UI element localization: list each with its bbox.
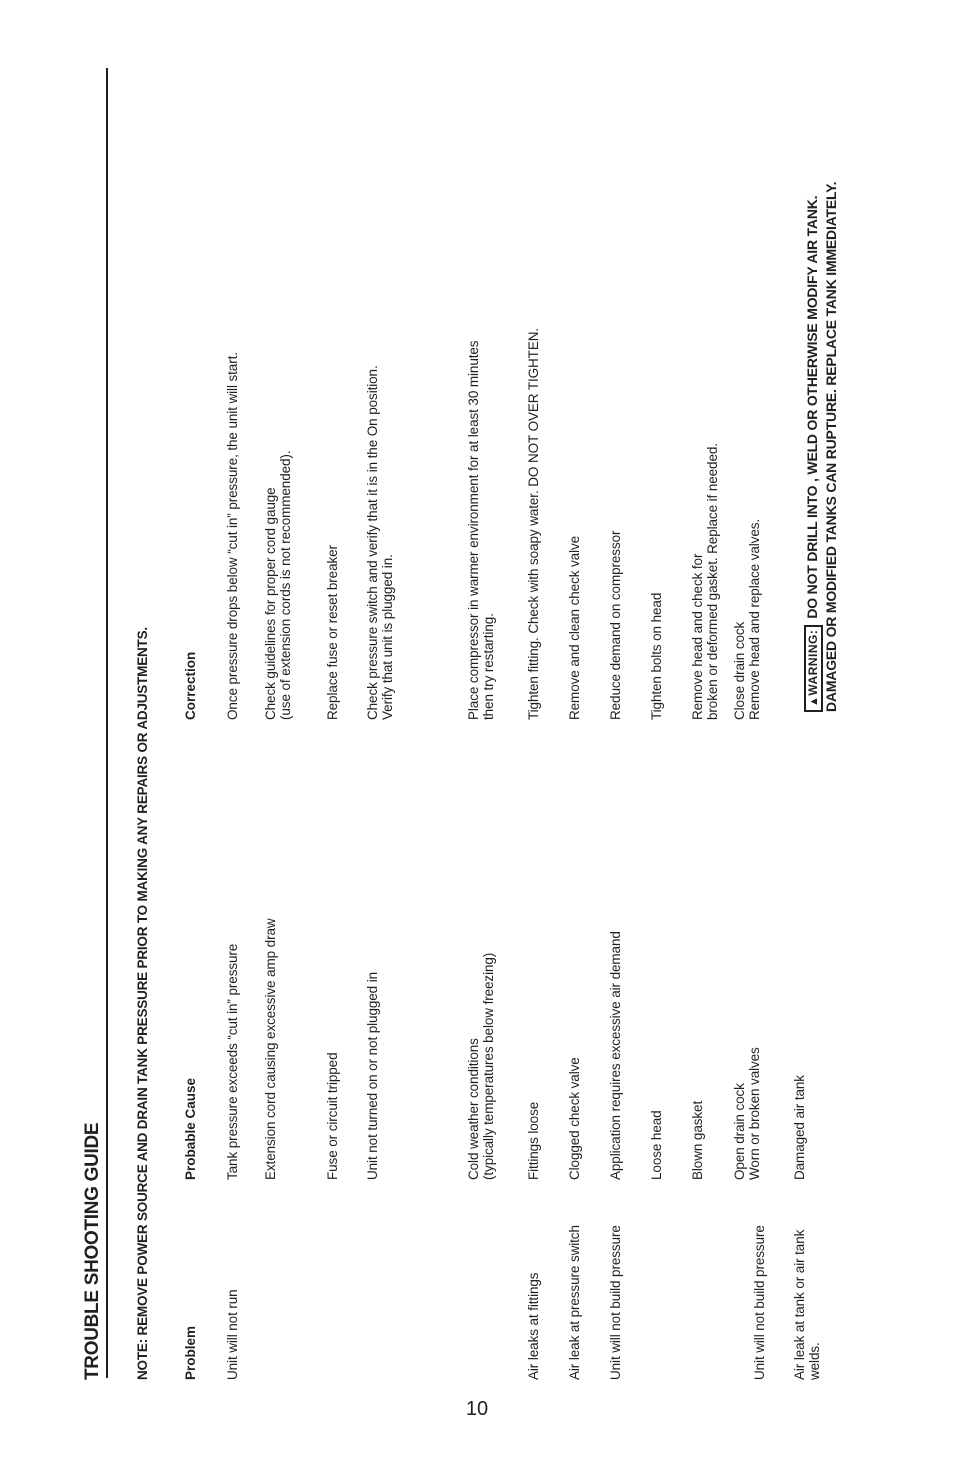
row-correction: Replace fuse or reset breaker [325,545,340,720]
row-problem: Air leak at pressure switch [567,1225,582,1380]
row-cause: Extension cord causing excessive amp draw [263,918,278,1180]
warning-line-1 [804,182,823,712]
row-correction: Tighten fitting. Check with soapy water. DO NOT OVER TIGHTEN. [526,327,541,720]
warning-block [804,182,839,712]
row-cause: Loose head [649,1110,664,1180]
header-correction: Correction [183,651,198,720]
row-correction: Check pressure switch and verify that it is in the On position. [365,365,380,720]
row-correction: Place compressor in warmer environment for at least 30 minutes [466,340,481,720]
row-problem: Unit will not build pressure [608,1225,623,1380]
row-problem: Air leak at tank or air tank [792,1229,807,1380]
row-correction: Remove head and check for [690,553,705,720]
row-cause: Open drain cock [732,1083,747,1180]
row-cause: Fittings loose [526,1101,541,1180]
page-number: 10 [465,1398,489,1420]
row-correction: broken or deformed gasket. Replace if needed. [705,443,720,720]
header-problem: Problem [183,1325,198,1380]
row-correction: Remove and clean check valve [567,535,582,720]
row-correction: Close drain cock [732,621,747,720]
rotated-page-content [80,60,860,1380]
warning-badge [804,625,823,712]
row-problem: Unit will not build pressure [752,1225,767,1380]
row-cause: Blown gasket [690,1100,705,1180]
header-cause: Probable Cause [183,1077,198,1180]
row-problem: welds. [807,1342,822,1380]
row-cause: Worn or broken valves [747,1047,762,1180]
safety-note: NOTE: REMOVE POWER SOURCE AND DRAIN TANK PRESSURE PRIOR TO MAKING ANY REPAIRS OR ADJUSTMENTS. [135,627,150,1380]
warning-text-1: DO NOT DRILL INTO , WELD OR OTHERWISE MODIFY AIR TANK. [804,195,820,619]
row-cause: Cold weather conditions [466,1038,481,1180]
row-cause: Damaged air tank [792,1075,807,1180]
row-correction: Check guidelines for proper cord gauge [263,487,278,720]
row-correction: Verify that unit is plugged in. [380,554,395,720]
row-correction: Once pressure drops below “cut in” pressure, the unit will start. [225,352,240,720]
row-cause: (typically temperatures below freezing) [481,952,496,1180]
row-correction: Remove head and replace valves. [747,518,762,720]
row-problem: Unit will not run [225,1289,240,1380]
row-cause: Fuse or circuit tripped [325,1052,340,1180]
row-correction: then try restarting. [481,613,496,720]
row-problem: Air leaks at fittings [526,1272,541,1380]
row-correction: (use of extension cords is not recommended). [278,450,293,720]
row-cause: Unit not turned on or not plugged in [365,971,380,1180]
page-title: TROUBLE SHOOTING GUIDE [82,1122,103,1380]
warning-badge-label: WARNING: [806,629,820,696]
row-cause: Application requires excessive air demand [608,931,623,1180]
row-cause: Clogged check valve [567,1057,582,1180]
row-correction: Reduce demand on compressor [608,530,623,720]
row-cause: Tank pressure exceeds “cut in” pressure [225,943,240,1180]
warning-text-2: DAMAGED OR MODIFIED TANKS CAN RUPTURE. REPLACE TANK IMMEDIATELY. [823,181,839,712]
row-correction: Tighten bolts on head [649,592,664,720]
warning-triangle-icon: ▲ [808,695,820,707]
